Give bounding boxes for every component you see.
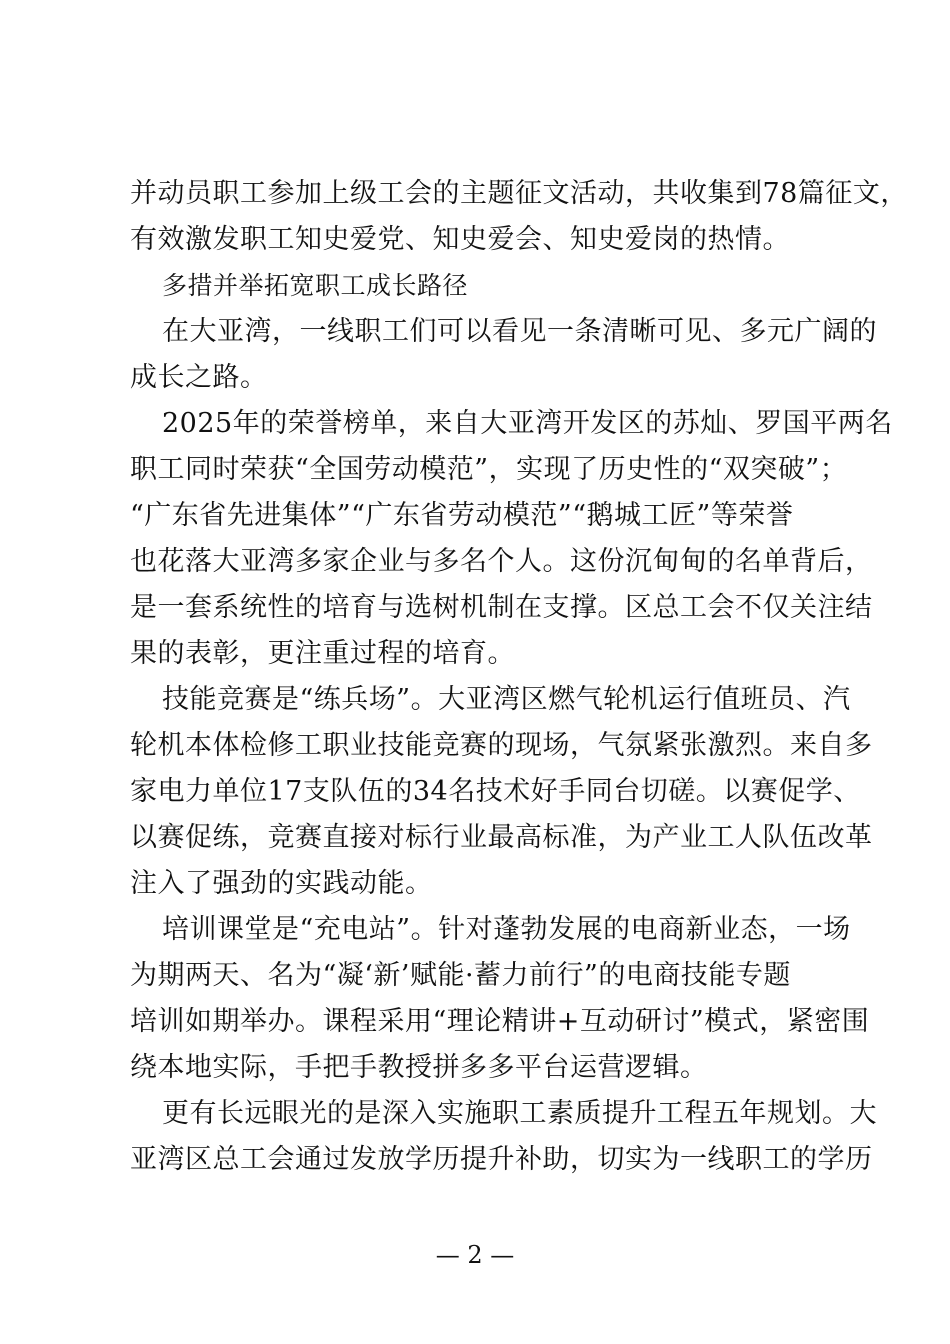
text-line: 轮机本体检修工职业技能竞赛的现场，气氛紧张激烈。来自多	[130, 730, 873, 761]
paragraph-training-classroom	[130, 907, 870, 1091]
text-line: 以赛促练，竞赛直接对标行业最高标准，为产业工人队伍改革	[130, 822, 873, 853]
text-line: 有效激发职工知史爱党、知史爱会、知史爱岗的热情。	[130, 224, 790, 255]
text-line: 亚湾区总工会通过发放学历提升补助，切实为一线职工的学历	[130, 1144, 873, 1175]
paragraph-essay-contest-continued	[130, 171, 908, 263]
page-number: — 2 —	[435, 1241, 515, 1269]
document-body	[130, 171, 908, 1183]
text-line: 注入了强劲的实践动能。	[130, 868, 433, 899]
text-line: 2025年的荣誉榜单，来自大亚湾开发区的苏灿、罗国平两名	[162, 408, 893, 439]
text-line: 家电力单位17支队伍的34名技术好手同台切磋。以赛促学、	[130, 776, 861, 807]
section-heading	[130, 263, 830, 309]
text-line: 培训课堂是“充电站”。针对蓬勃发展的电商新业态，一场	[162, 914, 851, 945]
text-line: “广东省先进集体”“广东省劳动模范”“鹅城工匠”等荣誉	[130, 500, 794, 531]
text-line: 也花落大亚湾多家企业与多名个人。这份沉甸甸的名单背后，	[130, 546, 873, 577]
text-line: 绕本地实际，手把手教授拼多多平台运营逻辑。	[130, 1052, 708, 1083]
paragraph-skills-competition	[130, 677, 873, 907]
text-line: 并动员职工参加上级工会的主题征文活动，共收集到78篇征文，	[130, 178, 908, 209]
text-line: 更有长远眼光的是深入实施职工素质提升工程五年规划。大	[162, 1098, 877, 1129]
paragraph-honor-list	[130, 401, 893, 677]
paragraph-growth-path	[130, 309, 877, 401]
text-line: 为期两天、名为“凝‘新’赋能·蓄力前行”的电商技能专题	[130, 960, 791, 991]
text-line: 培训如期举办。课程采用“理论精讲+互动研讨”模式，紧密围	[130, 1006, 870, 1037]
text-line: 技能竞赛是“练兵场”。大亚湾区燃气轮机运行值班员、汽	[162, 684, 851, 715]
text-line: 职工同时荣获“全国劳动模范”，实现了历史性的“双突破”；	[130, 454, 848, 485]
text-line: 果的表彰，更注重过程的培育。	[130, 638, 515, 669]
text-line: 是一套系统性的培育与选树机制在支撑。区总工会不仅关注结	[130, 592, 873, 623]
section-heading-text: 多措并举拓宽职工成长路径	[162, 271, 469, 300]
text-line: 在大亚湾，一线职工们可以看见一条清晰可见、多元广阔的	[162, 316, 877, 347]
text-line: 成长之路。	[130, 362, 268, 393]
paragraph-five-year-plan	[130, 1091, 877, 1183]
